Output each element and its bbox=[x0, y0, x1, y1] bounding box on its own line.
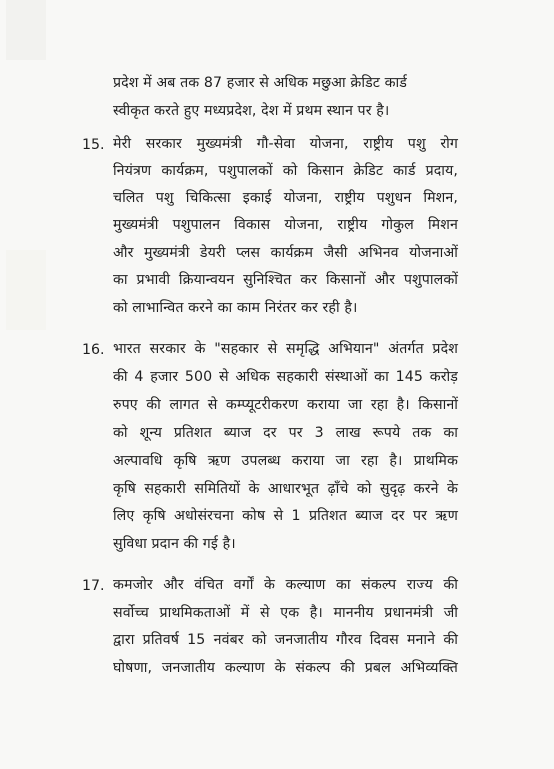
text-line: प्रदेश में अब तक 87 हजार से अधिक मछुआ क्रेडिट कार्ड bbox=[113, 75, 407, 91]
text-line: घोषणा, जनजातीय कल्याण के संकल्प की प्रबल अभिव्यक्ति bbox=[113, 660, 458, 676]
scan-artifact bbox=[6, 250, 46, 330]
text-line: मेरी सरकार मुख्यमंत्री गौ-सेवा योजना, राष्ट्रीय पशु रोग bbox=[113, 136, 458, 152]
paragraph-number: 16. bbox=[82, 342, 105, 358]
paragraph-number: 15. bbox=[82, 137, 105, 153]
text-line: सुविधा प्रदान की गई है। bbox=[113, 536, 236, 552]
text-line: द्वारा प्रतिवर्ष 15 नवंबर को जनजातीय गौरव दिवस मनाने की bbox=[113, 632, 458, 648]
text-line: कमजोर और वंचित वर्गों के कल्याण का संकल्प राज्य की bbox=[113, 577, 458, 593]
text-line: को लाभान्वित करने का काम निरंतर कर रही है। bbox=[113, 300, 358, 316]
text-line: अल्पावधि कृषि ऋण उपलब्ध कराया जा रहा है। प्राथमिक bbox=[113, 453, 458, 469]
text-line: रुपए की लागत से कम्प्यूटरीकरण कराया जा रहा है। किसानों bbox=[113, 397, 458, 413]
text-line: मुख्यमंत्री पशुपालन विकास योजना, राष्ट्रीय गोकुल मिशन bbox=[113, 217, 458, 233]
text-line: लिए कृषि अधोसंरचना कोष से 1 प्रतिशत ब्याज दर पर ऋण bbox=[113, 508, 458, 524]
text-line: कृषि सहकारी समितियों के आधारभूत ढ़ाँचे को सुदृढ़ करने के bbox=[113, 481, 458, 497]
text-line: को शून्य प्रतिशत ब्याज दर पर 3 लाख रूपये तक का bbox=[113, 425, 458, 441]
text-line: और मुख्यमंत्री डेयरी प्लस कार्यक्रम जैसी अभिनव योजनाओं bbox=[113, 245, 458, 261]
text-line: चलित पशु चिकित्सा इकाई योजना, राष्ट्रीय पशुधन मिशन, bbox=[113, 190, 458, 206]
text-line: का प्रभावी क्रियान्वयन सुनिश्चित कर किसानों और पशुपालकों bbox=[113, 272, 458, 288]
paragraph-number: 17. bbox=[82, 578, 105, 594]
text-line: स्वीकृत करते हुए मध्यप्रदेश, देश में प्रथम स्थान पर है। bbox=[113, 103, 390, 119]
text-line: की 4 हजार 500 से अधिक सहकारी संस्थाओं का 145 करोड़ bbox=[113, 369, 458, 385]
scan-artifact bbox=[6, 0, 46, 60]
text-line: भारत सरकार के "सहकार से समृद्धि अभियान" अंतर्गत प्रदेश bbox=[113, 341, 458, 357]
text-line: सर्वोच्च प्राथमिकताओं में से एक है। माननीय प्रधानमंत्री जी bbox=[113, 605, 458, 621]
text-line: नियंत्रण कार्यक्रम, पशुपालकों को किसान क्रेडिट कार्ड प्रदाय, bbox=[113, 163, 458, 179]
